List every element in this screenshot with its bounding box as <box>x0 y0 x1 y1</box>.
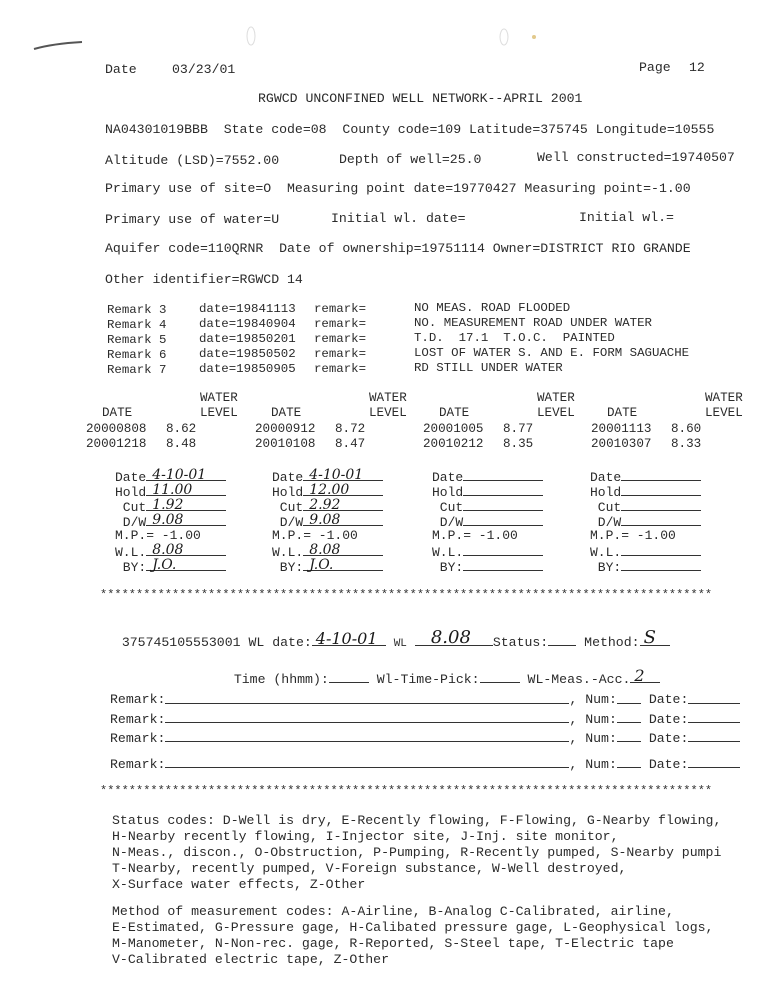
aquifer-owner-line: Aquifer code=110QRNR Date of ownership=19751114 Owner=DISTRICT RIO GRANDE <box>105 241 691 256</box>
primary-use-of-site: Primary use of site=O Measuring point date=19770427 Measuring point=-1.00 <box>105 181 691 196</box>
form-row-date <box>272 468 422 483</box>
handwritten-by: J.O. <box>152 557 177 573</box>
measurement-date: 20000808 <box>86 422 147 436</box>
status-codes-line: N-Meas., discon., O-Obstruction, P-Pumping, R-Recently pumped, S-Nearby pumpi <box>112 845 722 860</box>
handwritten-by: J.O. <box>309 557 334 573</box>
remark-date-field[interactable] <box>688 709 740 723</box>
num-label: , Num: <box>569 692 617 708</box>
remark-text: NO. MEASUREMENT ROAD UNDER WATER <box>414 316 652 330</box>
form-field-dw[interactable] <box>146 513 226 526</box>
measurement-date: 20000912 <box>255 422 316 436</box>
remark-date-field[interactable] <box>688 754 740 768</box>
form-label-cut: Cut <box>115 500 147 515</box>
remark-key: remark= <box>314 362 367 376</box>
form-row-wl <box>115 543 265 558</box>
form-field-date[interactable] <box>463 468 543 481</box>
form-field-dw[interactable] <box>621 513 701 526</box>
form-label-dw: D/W <box>272 515 304 530</box>
form-label-cut: Cut <box>590 500 622 515</box>
header-level: LEVEL <box>537 406 575 420</box>
form-field-by[interactable] <box>463 558 543 571</box>
form-label-date: Date <box>590 470 622 485</box>
num-label: , Num: <box>569 730 617 746</box>
form-field-dw[interactable] <box>303 513 383 526</box>
status-codes-line: T-Nearby, recently pumped, V-Foreign substance, W-Well destroyed, <box>112 861 627 876</box>
form-field-by[interactable] <box>621 558 701 571</box>
header-water: WATER <box>705 391 743 405</box>
form-field-date[interactable] <box>621 468 701 481</box>
form-label-dw: D/W <box>115 515 147 530</box>
remark-entry-label: Remark: <box>110 711 166 727</box>
form-row-cut <box>590 498 740 513</box>
header-level: LEVEL <box>705 406 743 420</box>
method-handwritten: S <box>643 627 656 649</box>
form-field-wl[interactable] <box>146 543 226 556</box>
handwritten-wl: 8.08 <box>152 542 184 558</box>
remark-entry-row <box>110 689 740 707</box>
initial-wl: Initial wl.= <box>579 210 674 225</box>
form-label-date: Date <box>115 470 147 485</box>
wl-label: WL <box>393 638 407 651</box>
remark-entry-label: Remark: <box>110 757 166 773</box>
form-row-mp <box>590 528 740 543</box>
form-row-date <box>115 468 265 483</box>
remark-label: Remark 7 <box>107 363 167 377</box>
handwritten-hold: 11.00 <box>152 482 193 498</box>
form-row-mp <box>115 528 265 543</box>
form-row-cut <box>432 498 582 513</box>
wl-handwritten: 8.08 <box>430 627 471 649</box>
form-field-cut[interactable] <box>621 498 701 511</box>
status-codes-line: H-Nearby recently flowing, I-Injector site, J-Inj. site monitor, <box>112 829 619 844</box>
field-form <box>432 468 582 573</box>
remark-entry-field[interactable] <box>165 728 569 742</box>
form-row-dw <box>115 513 265 528</box>
water-level-column <box>255 391 415 455</box>
form-row-mp <box>432 528 582 543</box>
measurement-date: 20010307 <box>591 437 652 451</box>
remark-text: T.D. 17.1 T.O.C. PAINTED <box>414 331 615 345</box>
time-field[interactable] <box>329 669 369 683</box>
form-field-date[interactable] <box>303 468 383 481</box>
page-title: RGWCD UNCONFINED WELL NETWORK--APRIL 2001 <box>258 91 583 106</box>
remark-date-field[interactable] <box>688 728 740 742</box>
header-water: WATER <box>200 391 238 405</box>
form-field-cut[interactable] <box>463 498 543 511</box>
wl-time-pick-field[interactable] <box>480 669 520 683</box>
page-number: 12 <box>689 60 705 75</box>
measurement-date: 20001218 <box>86 437 147 451</box>
primary-use-of-water: Primary use of water=U <box>105 212 280 227</box>
form-row-wl <box>590 543 740 558</box>
site-line-ids: NA04301019BBB State code=08 County code=109 Latitude=375745 Longitude=10555 <box>105 122 715 137</box>
form-field-hold[interactable] <box>303 483 383 496</box>
form-field-hold[interactable] <box>146 483 226 496</box>
field-form <box>272 468 422 573</box>
field-form <box>590 468 740 573</box>
entry-line-2 <box>218 653 660 688</box>
remark-key: remark= <box>314 332 367 346</box>
form-row-wl <box>272 543 422 558</box>
measurement-date: 20010108 <box>255 437 316 451</box>
remark-entry-label: Remark: <box>110 692 166 708</box>
header-date-value: 03/23/01 <box>172 62 236 77</box>
handwritten-date: 4-10-01 <box>309 467 364 483</box>
form-label-by: BY: <box>432 560 464 575</box>
wl-date-field[interactable] <box>312 629 386 649</box>
remark-date: date=19850905 <box>199 362 296 376</box>
header-water: WATER <box>537 391 575 405</box>
remark-date-field[interactable] <box>688 689 740 703</box>
remark-entry-row <box>110 728 740 746</box>
remark-text: LOST OF WATER S. AND E. FORM SAGUACHE <box>414 346 690 360</box>
form-row-dw <box>272 513 422 528</box>
header-level: LEVEL <box>200 406 238 420</box>
form-label-dw: D/W <box>590 515 622 530</box>
altitude: Altitude (LSD)=7552.00 <box>105 153 280 168</box>
punch-hole-mark-left <box>244 24 258 48</box>
num-label: , Num: <box>569 711 617 727</box>
field-form <box>115 468 265 573</box>
form-row-wl <box>432 543 582 558</box>
remark-date: date=19840904 <box>199 317 296 331</box>
form-row-cut <box>115 498 265 513</box>
form-label-hold: Hold <box>272 485 304 500</box>
wl-field[interactable] <box>415 627 493 649</box>
handwritten-hold: 12.00 <box>309 482 350 498</box>
header-level: LEVEL <box>369 406 407 420</box>
form-label-wl: W.L. <box>432 545 464 560</box>
separator-line: ************************************************************************************* <box>100 784 713 798</box>
form-row-by <box>272 558 422 573</box>
remark-date: date=19841113 <box>199 302 296 316</box>
form-label-mp: M.P.= -1.00 <box>590 528 676 543</box>
form-label-mp: M.P.= -1.00 <box>115 528 201 543</box>
remark-text: RD STILL UNDER WATER <box>414 361 563 375</box>
header-date-label: Date <box>105 62 137 77</box>
form-label-mp: M.P.= -1.00 <box>272 528 358 543</box>
form-field-cut[interactable] <box>146 498 226 511</box>
remark-key: remark= <box>314 317 367 331</box>
remark-text: NO MEAS. ROAD FLOODED <box>414 301 571 315</box>
initial-wl-date: Initial wl. date= <box>331 211 466 226</box>
form-field-by[interactable] <box>146 558 226 571</box>
form-label-cut: Cut <box>272 500 304 515</box>
form-label-by: BY: <box>115 560 147 575</box>
remark-entry-field[interactable] <box>165 709 569 723</box>
remark-entry-row <box>110 709 740 727</box>
num-field[interactable] <box>617 728 641 742</box>
other-identifier: Other identifier=RGWCD 14 <box>105 272 303 287</box>
form-label-wl: W.L. <box>590 545 622 560</box>
form-field-date[interactable] <box>146 468 226 481</box>
form-field-wl[interactable] <box>621 543 701 556</box>
num-field[interactable] <box>617 754 641 768</box>
remark-date: date=19850201 <box>199 332 296 346</box>
form-label-cut: Cut <box>432 500 464 515</box>
remark-date-label: Date: <box>648 711 689 727</box>
form-row-dw <box>590 513 740 528</box>
header-date: DATE <box>439 406 470 420</box>
form-label-date: Date <box>272 470 304 485</box>
remark-entry-label: Remark: <box>110 730 166 746</box>
form-row-date <box>590 468 740 483</box>
form-row-hold <box>590 483 740 498</box>
form-field-wl[interactable] <box>303 543 383 556</box>
measurement-date: 20001113 <box>591 422 652 436</box>
form-row-mp <box>272 528 422 543</box>
form-row-hold <box>115 483 265 498</box>
water-level-value: 8.60 <box>671 422 702 436</box>
method-label: Method: <box>584 635 640 651</box>
wl-meas-acc-field[interactable] <box>630 666 660 686</box>
water-level-column <box>86 391 246 455</box>
time-label: Time (hhmm): <box>233 672 329 688</box>
status-codes-line: Status codes: D-Well is dry, E-Recently flowing, F-Flowing, G-Nearby flowing, <box>112 813 722 828</box>
remark-date-label: Date: <box>648 730 689 746</box>
form-label-by: BY: <box>590 560 622 575</box>
form-row-dw <box>432 513 582 528</box>
method-codes-line: E-Estimated, G-Pressure gage, H-Calibated pressure gage, L-Geophysical logs, <box>112 920 714 935</box>
header-date: DATE <box>607 406 638 420</box>
wl-time-pick-label: Wl-Time-Pick: <box>376 672 480 688</box>
water-level-value: 8.33 <box>671 437 702 451</box>
remark-date-label: Date: <box>648 692 689 708</box>
form-field-wl[interactable] <box>463 543 543 556</box>
site-id: 375745105553001 <box>121 635 241 651</box>
separator-line: ************************************************************************************* <box>100 588 713 602</box>
remark-date: date=19850502 <box>199 347 296 361</box>
form-row-by <box>432 558 582 573</box>
acc-handwritten: 2 <box>634 666 645 686</box>
measurement-date: 20010212 <box>423 437 484 451</box>
water-level-column <box>423 391 583 455</box>
remark-label: Remark 3 <box>107 303 167 317</box>
status-codes-line: X-Surface water effects, Z-Other <box>112 877 366 892</box>
water-level-value: 8.47 <box>335 437 366 451</box>
measurement-date: 20001005 <box>423 422 484 436</box>
water-level-column <box>591 391 751 455</box>
well-constructed: Well constructed=19740507 <box>537 150 735 165</box>
remark-entry-field[interactable] <box>165 754 569 768</box>
num-label: , Num: <box>569 757 617 773</box>
status-field[interactable] <box>548 632 576 646</box>
method-codes-line: V-Calibrated electric tape, Z-Other <box>112 952 389 967</box>
wl-meas-acc-label: WL-Meas.-Acc. <box>527 672 631 688</box>
handwritten-dw: 9.08 <box>309 512 341 528</box>
form-row-hold <box>432 483 582 498</box>
form-field-dw[interactable] <box>463 513 543 526</box>
entry-line <box>106 616 670 652</box>
water-level-value: 8.77 <box>503 422 534 436</box>
method-codes-line: Method of measurement codes: A-Airline, B-Analog C-Calibrated, airline, <box>112 904 674 919</box>
form-row-date <box>432 468 582 483</box>
num-field[interactable] <box>617 689 641 703</box>
status-label: Status: <box>492 635 549 651</box>
form-row-hold <box>272 483 422 498</box>
remark-key: remark= <box>314 347 367 361</box>
method-codes-line: M-Manometer, N-Non-rec. gage, R-Reported, S-Steel tape, T-Electric tape <box>112 936 674 951</box>
form-field-cut[interactable] <box>303 498 383 511</box>
remark-label: Remark 5 <box>107 333 167 347</box>
form-field-hold[interactable] <box>621 483 701 496</box>
page-label: Page <box>639 60 671 75</box>
form-label-mp: M.P.= -1.00 <box>432 528 518 543</box>
form-field-hold[interactable] <box>463 483 543 496</box>
form-label-by: BY: <box>272 560 304 575</box>
water-level-value: 8.62 <box>166 422 197 436</box>
form-row-by <box>590 558 740 573</box>
punch-hole-mark-right <box>497 24 511 48</box>
remark-entry-row <box>110 754 740 772</box>
method-field[interactable] <box>640 627 670 649</box>
form-label-hold: Hold <box>115 485 147 500</box>
form-label-hold: Hold <box>590 485 622 500</box>
handwritten-date: 4-10-01 <box>152 467 207 483</box>
wl-date-label: WL date: <box>248 635 312 651</box>
pen-stroke-mark <box>30 38 90 52</box>
depth-of-well: Depth of well=25.0 <box>339 152 482 167</box>
remark-label: Remark 4 <box>107 318 167 332</box>
remark-label: Remark 6 <box>107 348 167 362</box>
water-level-value: 8.48 <box>166 437 197 451</box>
form-label-wl: W.L. <box>272 545 304 560</box>
handwritten-dw: 9.08 <box>152 512 184 528</box>
water-level-value: 8.35 <box>503 437 534 451</box>
handwritten-cut: 1.92 <box>152 497 184 513</box>
handwritten-wl: 8.08 <box>309 542 341 558</box>
wl-date-handwritten: 4-10-01 <box>315 629 378 649</box>
form-label-hold: Hold <box>432 485 464 500</box>
water-level-value: 8.72 <box>335 422 366 436</box>
form-field-by[interactable] <box>303 558 383 571</box>
remark-date-label: Date: <box>648 757 689 773</box>
header-date: DATE <box>271 406 302 420</box>
form-label-date: Date <box>432 470 464 485</box>
form-label-dw: D/W <box>432 515 464 530</box>
form-label-wl: W.L. <box>115 545 147 560</box>
water-level-table <box>86 391 768 455</box>
remark-entry-field[interactable] <box>165 689 569 703</box>
stain-dot <box>532 35 536 39</box>
header-date: DATE <box>102 406 133 420</box>
num-field[interactable] <box>617 709 641 723</box>
header-water: WATER <box>369 391 407 405</box>
form-row-cut <box>272 498 422 513</box>
form-row-by <box>115 558 265 573</box>
remark-key: remark= <box>314 302 367 316</box>
handwritten-cut: 2.92 <box>309 497 341 513</box>
